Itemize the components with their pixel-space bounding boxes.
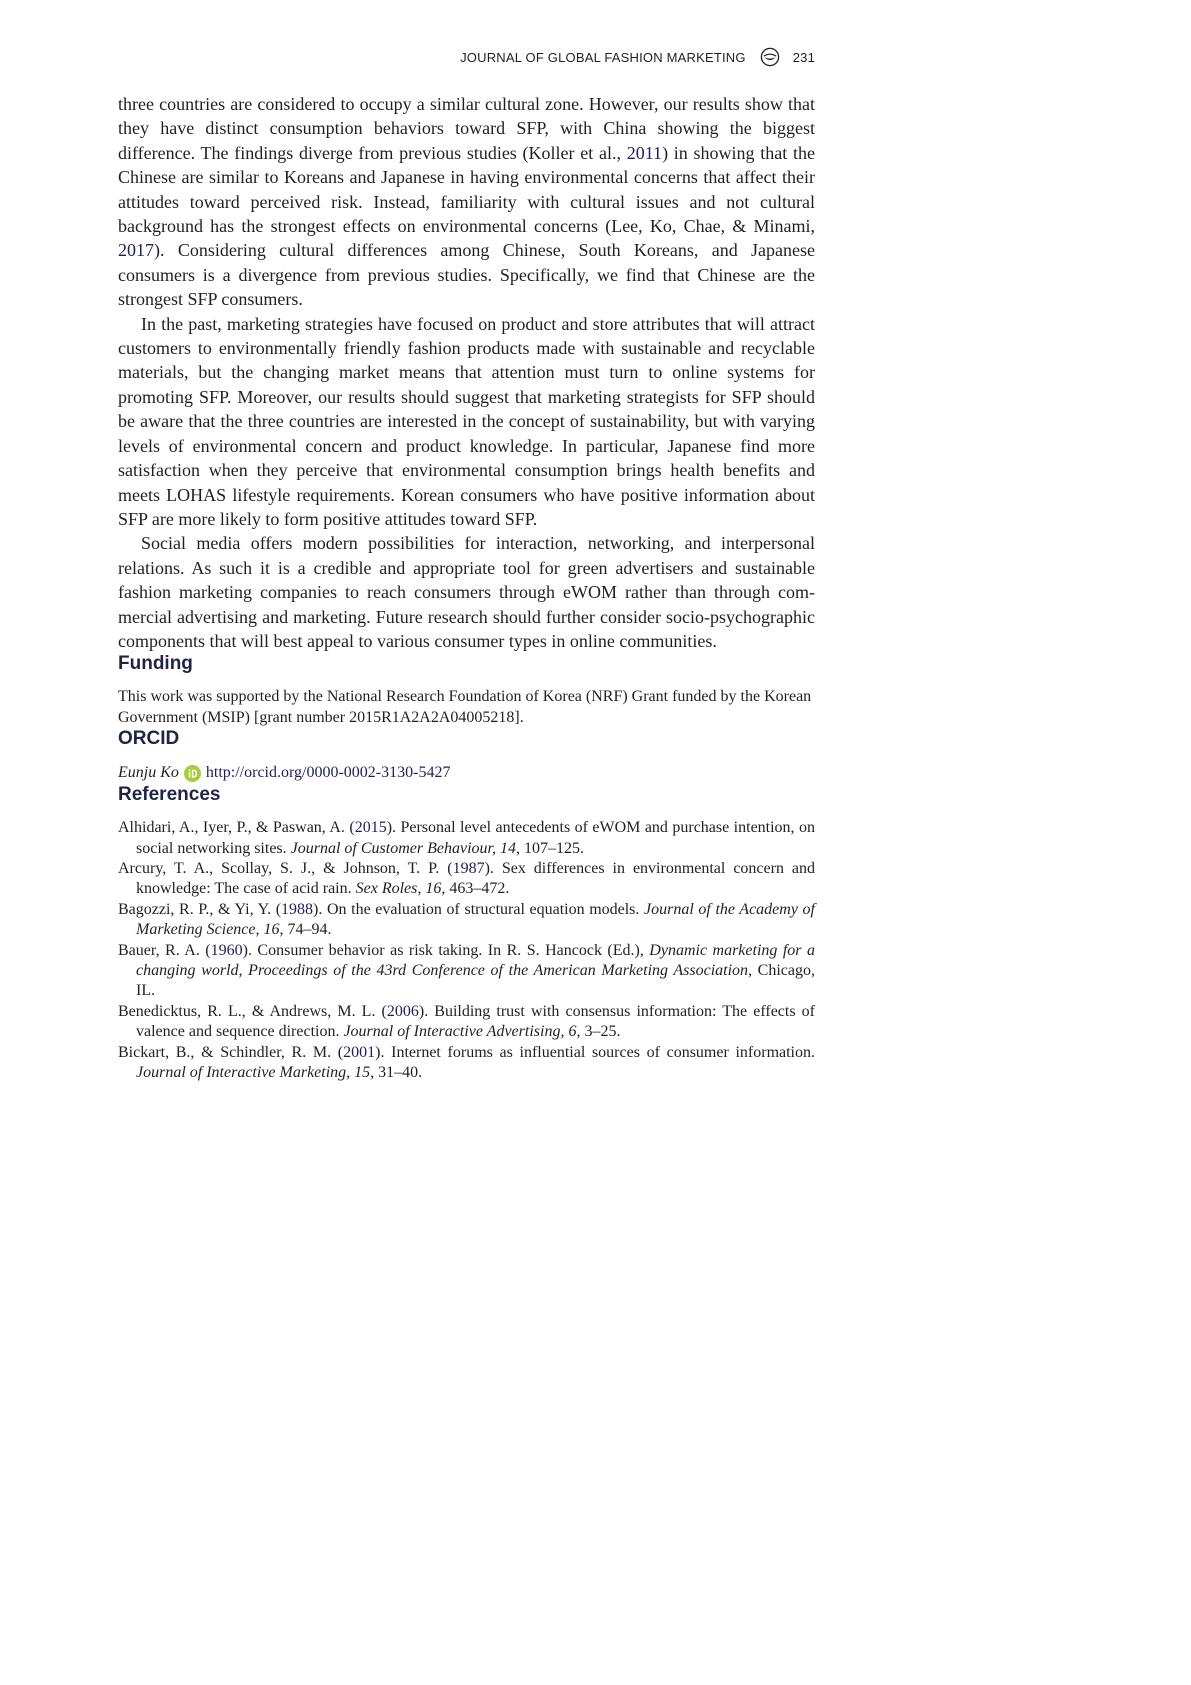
reference-pages: , 107–125.	[515, 839, 584, 857]
reference-pages: , 74–94.	[279, 921, 332, 939]
reference-year-link[interactable]: 2001	[343, 1043, 376, 1061]
orcid-heading: ORCID	[118, 728, 180, 750]
orcid-icon	[184, 765, 201, 782]
running-header-journal: JOURNAL OF GLOBAL FASHION MARKETING	[460, 49, 746, 65]
orcid-author: Eunju Ko	[118, 764, 179, 782]
reference-journal: Sex Roles, 16	[355, 880, 442, 898]
reference-title: ). Internet forums as influential sources of consumer information.	[375, 1043, 816, 1061]
journal-logo-icon	[760, 47, 780, 67]
reference-title: ). Sex differences in environmental concern and knowledge: The case of acid rain.	[136, 859, 816, 898]
reference-journal: Journal of the Academy of Marketing Science, 16	[136, 900, 815, 939]
reference-journal: Dynamic marketing for a changing world, Proceedings of the 43rd Conference of the American Marketing Association	[136, 941, 815, 979]
reference-authors: Bauer, R. A. (	[118, 941, 211, 959]
funding-heading: Funding	[118, 653, 193, 675]
reference-year-link[interactable]: 2006	[386, 1002, 419, 1020]
paragraph-3: Social media offers modern possibilities for interaction, networking, and interpersonal relations. As such it is a credible and appropriate tool for green advertisers and sustainable fashion marketing companies to reach consumers through eWOM rather than through commercial advertising and marketing. Future research should further consider socio-psychographic components that will best appeal to various consumer types in online communities.	[118, 533, 815, 651]
references-heading: References	[118, 784, 221, 806]
reference-item	[118, 1002, 815, 1043]
paragraph-1	[118, 92, 815, 312]
reference-journal: Journal of Customer Behaviour, 14	[290, 839, 516, 857]
reference-item	[118, 1043, 815, 1084]
reference-pages: , 463–472.	[441, 880, 510, 898]
reference-journal: Journal of Interactive Advertising, 6	[343, 1023, 577, 1041]
reference-journal: Journal of Interactive Marketing, 15	[136, 1064, 371, 1082]
reference-pages: , 3–25.	[576, 1023, 621, 1041]
orcid-link[interactable]: http://orcid.org/0000-0002-3130-5427	[205, 764, 451, 782]
reference-pages: , 31–40.	[370, 1064, 423, 1082]
reference-title: ). Building trust with consensus information: The effects of valence and sequence direction.	[136, 1002, 815, 1041]
reference-year-link[interactable]: 2015	[354, 819, 387, 837]
reference-authors: Arcury, T. A., Scollay, S. J., & Johnson, T. P. (	[118, 859, 453, 877]
citation-lee-2017[interactable]: 2017	[118, 240, 154, 261]
reference-title: ). Personal level antecedents of eWOM and purchase intention, on social networking sites.	[136, 819, 815, 857]
reference-item	[118, 859, 815, 900]
paragraph-1-part-2: ) in showing that the Chinese are similar to Koreans and Japanese in having environmental concerns that affect their attitudes toward perceived risk. Instead, familiarity with cultural issues and not cultural background has the strongest effects on environmental concerns (Lee, Ko, Chae, & Minami,	[118, 142, 815, 237]
reference-item	[118, 900, 815, 941]
reference-title: ). On the evaluation of structural equation models.	[313, 900, 645, 918]
page-header	[118, 46, 815, 68]
reference-year-link[interactable]: 1987	[452, 859, 485, 877]
reference-authors: Bagozzi, R. P., & Yi, Y. (	[118, 900, 282, 918]
page-content	[118, 92, 815, 1083]
reference-authors: Alhidari, A., Iyer, P., & Paswan, A. (	[118, 819, 355, 837]
body-text	[118, 92, 815, 653]
reference-year-link[interactable]: 1988	[281, 900, 314, 918]
paragraph-1-part-1: three countries are considered to occupy a similar cultural zone. However, our results show that they have distinct consumption behaviors toward SFP, with China showing the biggest difference. The findings diverge from previous studies (Koller et al.,	[118, 94, 815, 163]
reference-title: ). Consumer behavior as risk taking. In R. S. Hancock (Ed.),	[242, 941, 650, 959]
page-number: 231	[792, 49, 815, 65]
reference-authors: Bickart, B., & Schindler, R. M. (	[118, 1043, 344, 1061]
citation-koller-2011[interactable]: 2011	[626, 142, 663, 163]
reference-item	[118, 941, 815, 1002]
funding-text: This work was supported by the National Research Foundation of Korea (NRF) Grant funded by the Korean Government (MSIP) [grant number 2015R1A2A2A04005218].	[118, 688, 812, 726]
paragraph-2: In the past, marketing strategies have focused on product and store attributes that will attract customers to environmentally friendly fashion products made with sustainable and recyclable materials, but the changing market means that attention must turn to online systems for promoting SFP. Moreover, our results should suggest that marketing strategists for SFP should be aware that the three countries are interested in the concept of sustainability, but with varying levels of environmental concern and product knowledge. In particular, Japanese find more satisfaction when they perceive that environmental consumption brings health benefits and meets LOHAS lifestyle requirements. Korean consumers who have positive information about SFP are more likely to form positive attitudes toward SFP.	[118, 313, 815, 529]
reference-list	[118, 818, 815, 1083]
reference-pages: , Chicago, IL.	[136, 962, 815, 1000]
reference-year-link[interactable]: 1960	[210, 941, 243, 959]
reference-item	[118, 818, 815, 859]
orcid-entry	[118, 762, 815, 784]
paragraph-1-part-3: ). Considering cultural differences among Chinese, South Koreans, and Japanese consumers is a divergence from previous studies. Specifically, we find that Chinese are the strongest SFP consumers.	[118, 240, 815, 310]
reference-authors: Benedicktus, R. L., & Andrews, M. L. (	[118, 1002, 387, 1020]
